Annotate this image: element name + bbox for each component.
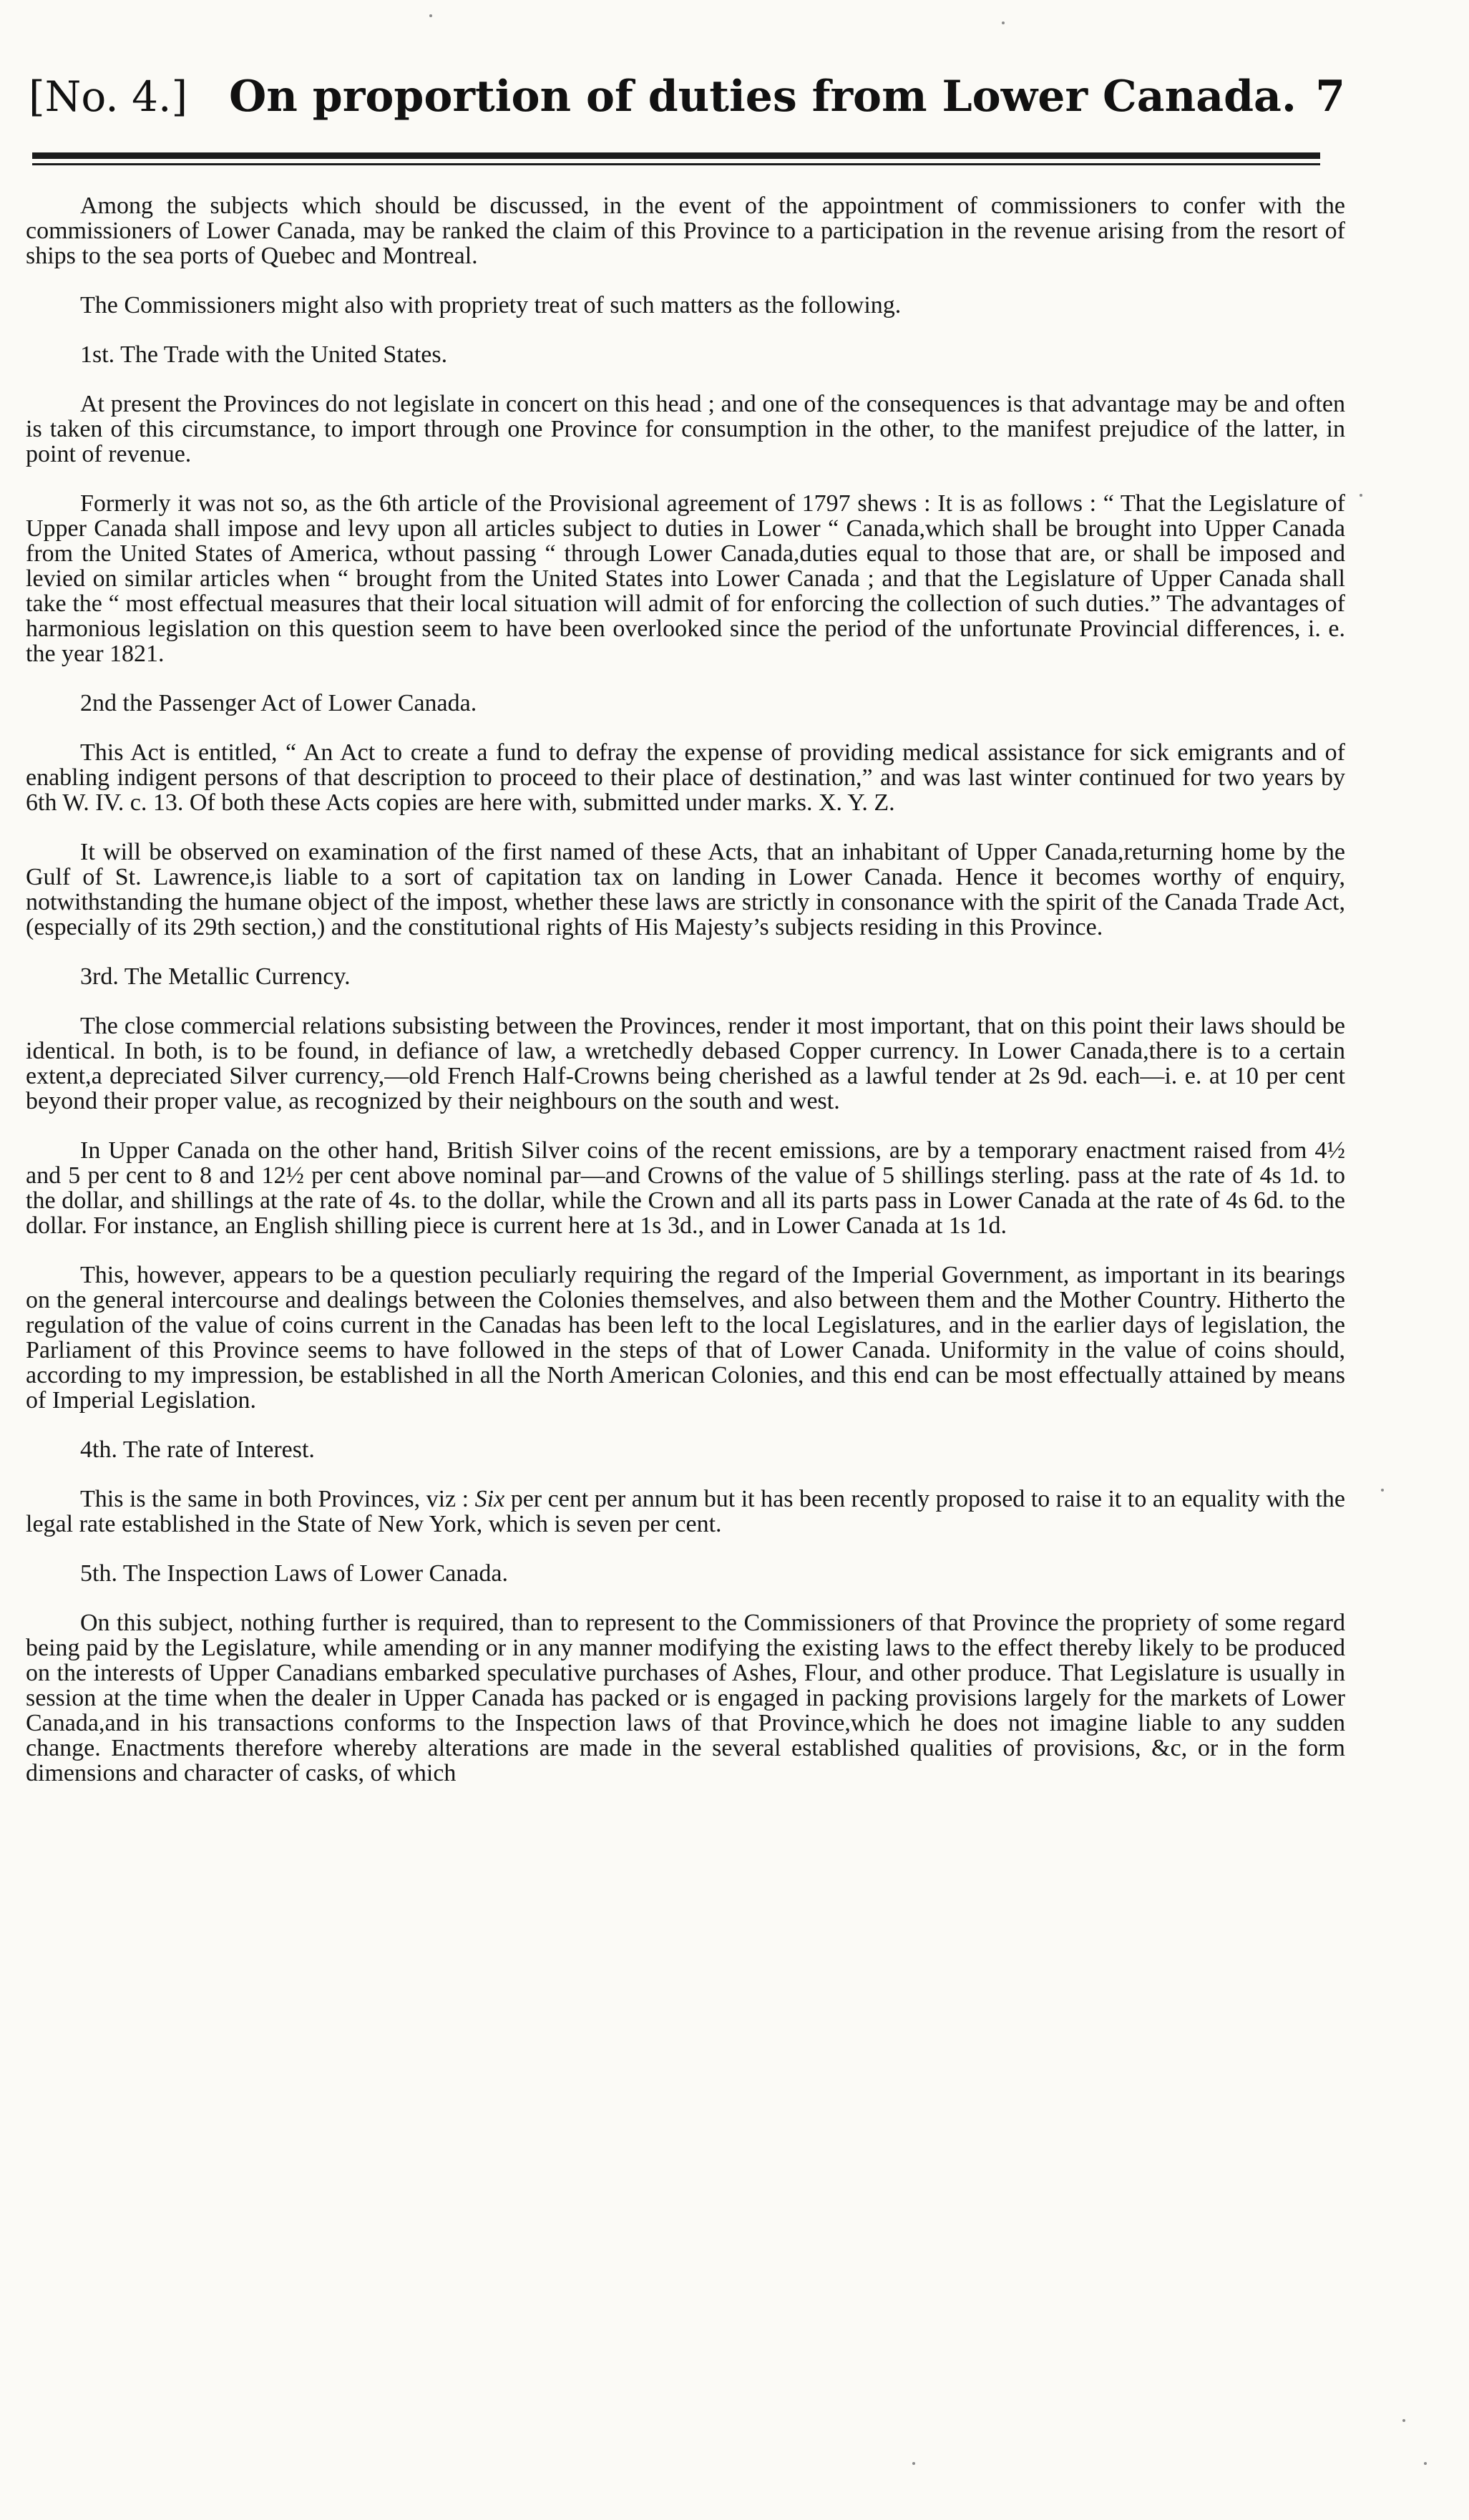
- scan-speck: [429, 14, 432, 17]
- interest-text-start: This is the same in both Provinces, viz :: [80, 1486, 469, 1512]
- page-number: 7: [1315, 72, 1345, 122]
- header-rule-thin: [32, 163, 1320, 165]
- paragraph-interest-rate: [26, 1487, 1345, 1537]
- header-rule-thick: [32, 152, 1320, 159]
- paragraph-upper-canada-coins: In Upper Canada on the other hand, British Silver coins of the recent emissions, are by a temporary enactment raised from 4½ and 5 per cent to 8 and 12½ per cent above nominal par—and Crowns of the value of 5 shillings sterling. pass at the rate of 4s 1d. to the dollar, and shillings at the rate of 4s. to the dollar, while the Crown and all its parts pass in Lower Canada at the rate of 4s 6d. to the dollar. For instance, an English shilling piece is current here at 1s 3d., and in Lower Canada at 1s 1d.: [26, 1137, 1345, 1239]
- paragraph-provisional-agreement: Formerly it was not so, as the 6th article of the Provisional agreement of 1797 shews : It is as follows : “ That the Legislature of Upper Canada shall impose and levy upon all articles subject to duties in Lower “ Canada,which shall be brought into Upper Canada from the United States of America, wthout passing “ through Lower Canada,duties equal to those that are, or shall be imposed and levied on similar articles when “ brought from the United States into Lower Canada ; and that the Legislature of Upper Canada shall take the “ most effectual measures that their local situation will admit of for enforcing the collection of such duties.” The advantages of harmonious legislation on this question seem to have been overlooked since the period of the unfortunate Provincial differences, i. e. the year 1821.: [26, 490, 1345, 667]
- scan-speck: [1424, 2462, 1427, 2465]
- document-body: [26, 193, 1345, 1810]
- scan-speck: [912, 2462, 915, 2465]
- scan-speck: [1360, 494, 1362, 497]
- section-heading-inspection: 5th. The Inspection Laws of Lower Canada.: [80, 1560, 508, 1587]
- page-title: On proportion of duties from Lower Canada.: [229, 72, 1297, 122]
- section-heading-currency: 3rd. The Metallic Currency.: [80, 963, 351, 990]
- paragraph-trade-present: At present the Provinces do not legislate in concert on this head ; and one of the consequences is that advantage may be and often is taken of this circumstance, to import through one Province for consumption in the other, to the manifest prejudice of the latter, in point of revenue.: [26, 391, 1345, 467]
- paragraph-commissioners-claim: Among the subjects which should be discussed, in the event of the appointment of commissioners to confer with the commissioners of Lower Canada, may be ranked the claim of this Province to a participation in the revenue arising from the resort of ships to the sea ports of Quebec and Montreal.: [26, 193, 1345, 269]
- interest-text-end: per cent per annum but it has been recently proposed to raise it to an equality with the legal rate established in the State of New York, which is seven per cent.: [26, 1486, 1345, 1537]
- paragraph-act-entitled: This Act is entitled, “ An Act to create a fund to defray the expense of providing medical assistance for sick emigrants and of enabling indigent persons of that description to proceed to their place of destination,” and was last winter continued for two years by 6th W. IV. c. 13. Of both these Acts copies are here with, submitted under marks. X. Y. Z.: [26, 739, 1345, 816]
- page-header: [29, 64, 1345, 129]
- scan-speck: [1402, 2419, 1405, 2422]
- interest-rate-word: Six: [474, 1486, 505, 1512]
- scan-speck: [1002, 21, 1005, 24]
- paragraph-matters-following: The Commissioners might also with propriety treat of such matters as the following.: [80, 292, 902, 318]
- section-heading-interest: 4th. The rate of Interest.: [80, 1436, 315, 1463]
- paragraph-inspection-laws: On this subject, nothing further is required, than to represent to the Commissioners of that Province the propriety of some regard being paid by the Legislature, while amending or in any manner modifying the existing laws to the effect thereby likely to be produced on the interests of Upper Canadians embarked speculative purchases of Ashes, Flour, and other produce. That Legislature is usually in session at the time when the dealer in Upper Canada has packed or is engaged in packing provisions largely for the markets of Lower Canada,and in his transactions conforms to the Inspection laws of that Province,which he does not imagine liable to any sudden change. Enactments therefore whereby alterations are made in the several established qualities of provisions, &c, or in the form dimensions and character of casks, of which: [26, 1610, 1345, 1786]
- section-heading-trade: 1st. The Trade with the United States.: [80, 341, 448, 368]
- scan-speck: [1381, 1489, 1384, 1492]
- document-number: [No. 4.]: [29, 72, 188, 121]
- paragraph-imperial-government: This, however, appears to be a question peculiarly requiring the regard of the Imperial Government, as important in its bearings on the general intercourse and dealings between the Colonies themselves, and also between them and the Mother Country. Hitherto the regulation of the value of coins current in the Canadas has been left to the local Legislatures, and in the earlier days of legislation, the Parliament of this Province seems to have followed in the steps of that of Lower Canada. Uniformity in the value of coins should, according to my impression, be established in all the North American Colonies, and this end can be most effectually attained by means of Imperial Legislation.: [26, 1262, 1345, 1414]
- paragraph-commercial-relations: The close commercial relations subsisting between the Provinces, render it most important, that on this point their laws should be identical. In both, is to be found, in defiance of law, a wretchedly debased Copper currency. In Lower Canada,there is to a certain extent,a depreciated Silver currency,—old French Half-Crowns being cherished as a lawful tender at 2s 9d. each—i. e. at 10 per cent beyond their proper value, as recognized by their neighbours on the south and west.: [26, 1013, 1345, 1114]
- section-heading-passenger-act: 2nd the Passenger Act of Lower Canada.: [80, 690, 477, 716]
- paragraph-capitation-tax: It will be observed on examination of the first named of these Acts, that an inhabitant of Upper Canada,returning home by the Gulf of St. Lawrence,is liable to a sort of capitation tax on landing in Lower Canada. Hence it becomes worthy of enquiry, notwithstanding the humane object of the impost, whether these laws are strictly in consonance with the spirit of the Canada Trade Act, (especially of its 29th section,) and the constitutional rights of His Majesty’s subjects residing in this Province.: [26, 839, 1345, 940]
